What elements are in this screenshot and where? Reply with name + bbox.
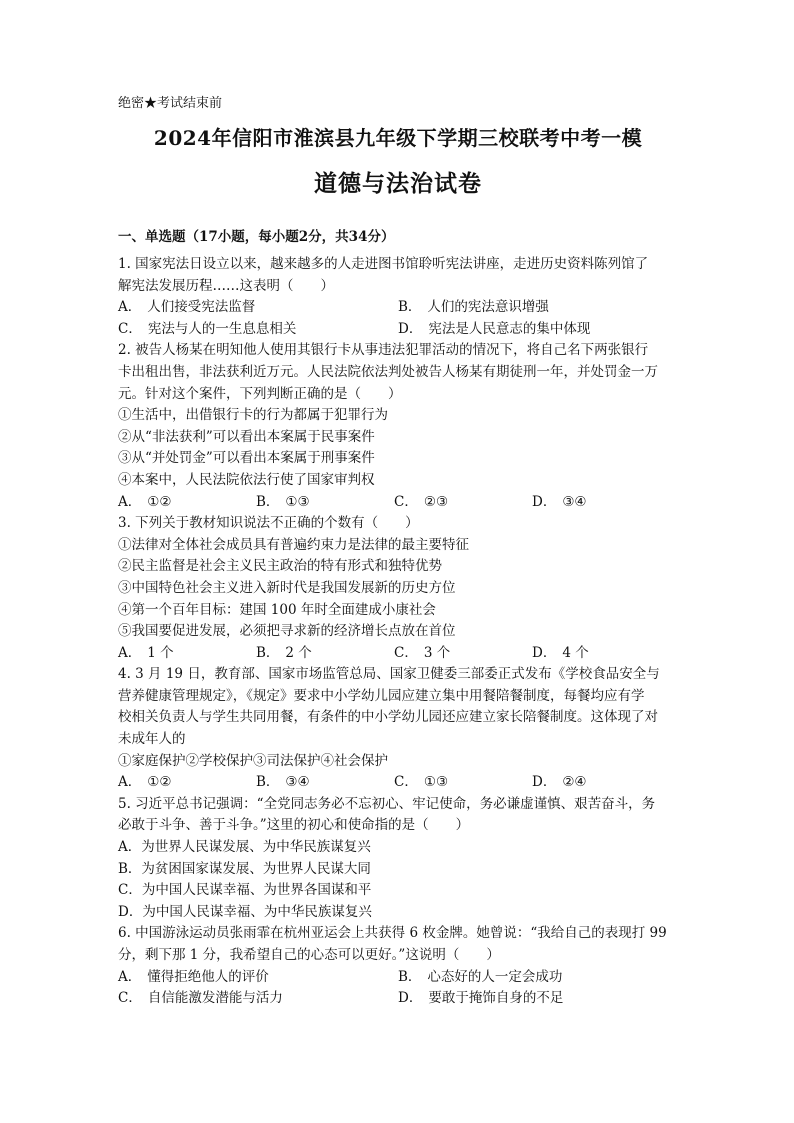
answer-option <box>256 643 394 665</box>
option-letter: A． <box>118 968 142 985</box>
answer-option <box>398 988 678 1010</box>
question-text-line: 必敢于斗争、善于斗争。”这里的初心和使命指的是（ ） <box>118 817 470 834</box>
option-letter: B． <box>398 299 422 316</box>
answer-option <box>118 772 256 794</box>
question-text-line: B．为贫困国家谋发展、为世界人民谋大同 <box>118 860 371 877</box>
option-text: ②④ <box>562 774 587 791</box>
option-text: ②③ <box>423 493 449 510</box>
section-heading: 一、单选题（17小题，每小题2分，共34分） <box>118 229 395 245</box>
answer-option <box>532 643 670 665</box>
question-text-line: A．为世界人民谋发展、为中华民族谋复兴 <box>118 839 371 856</box>
option-text: 1 个 <box>147 644 174 661</box>
option-letter: C． <box>394 774 418 791</box>
option-text: ③④ <box>562 493 587 510</box>
question-text-line: 1. 国家宪法日设立以来，越来越多的人走进图书馆聆听宪法讲座，走进历史资料陈列馆了 <box>118 256 649 272</box>
question-5 <box>118 794 678 924</box>
answer-option <box>256 772 394 794</box>
question-text-line: 营养健康管理规定》，《规定》要求中小学幼儿园应建立集中用餐陪餐制度，每餐均应有学 <box>118 687 645 704</box>
option-letter: A． <box>118 774 142 791</box>
question-text-line: 未成年人的 <box>118 731 186 748</box>
option-letter: B． <box>256 774 280 791</box>
option-letter: D． <box>532 493 557 510</box>
question-list <box>118 254 678 1010</box>
answer-option <box>118 319 398 341</box>
answer-option <box>118 643 256 665</box>
question-text-line: 2. 被告人杨某在明知他人使用其银行卡从事违法犯罪活动的情况下，将自己名下两张银行 <box>118 342 649 359</box>
exam-title: 2024年信阳市淮滨县九年级下学期三校联考中考一模 <box>153 126 643 150</box>
answer-option <box>398 319 678 341</box>
question-text-line: ③中国特色社会主义进入新时代是我国发展新的历史方位 <box>118 579 456 596</box>
options-row <box>118 772 678 794</box>
options-row <box>118 297 678 319</box>
question-text-line: 6. 中国游泳运动员张雨霏在杭州亚运会上共获得 6 枚金牌。她曾说：“我给自己的表现打 99 <box>118 925 667 942</box>
option-text: 要敢于掩饰自身的不足 <box>428 990 564 1007</box>
options-row <box>118 967 678 989</box>
question-text-line: ①家庭保护②学校保护③司法保护④社会保护 <box>118 752 388 769</box>
question-text-line: 5. 习近平总书记强调：“全党同志务必不忘初心、牢记使命，务必谦虚谨慎、艰苦奋斗，务 <box>118 795 656 812</box>
option-letter: C． <box>118 990 142 1007</box>
answer-option <box>398 967 678 989</box>
option-letter: D． <box>532 774 557 791</box>
option-letter: C． <box>394 493 418 510</box>
options-row <box>118 988 678 1010</box>
option-text: 心态好的人一定会成功 <box>427 968 563 985</box>
question-text-line: ②民主监督是社会主义民主政治的特有形式和独特优势 <box>118 558 442 575</box>
answer-option <box>118 967 398 989</box>
question-text-line: 解宪法发展历程……这表明（ ） <box>118 277 334 294</box>
secret-label: 绝密★考试结束前 <box>118 96 223 111</box>
option-text: 人们的宪法意识增强 <box>427 299 549 316</box>
question-text-line: 校相关负责人与学生共同用餐，有条件的中小学幼儿园还应建立家长陪餐制度。这体现了对 <box>118 709 658 726</box>
question-text-line: ⑤我国要促进发展，必须把寻求新的经济增长点放在首位 <box>118 623 456 640</box>
option-letter: D． <box>398 320 423 337</box>
question-text-line: 4. 3 月 19 日，教育部、国家市场监管总局、国家卫健委三部委正式发布《学校食品安全与 <box>118 666 660 683</box>
answer-option <box>532 492 670 514</box>
question-text-line: ④本案中，人民法院依法行使了国家审判权 <box>118 471 375 488</box>
exam-page <box>118 96 678 1010</box>
option-letter: C． <box>118 320 142 337</box>
option-text: 宪法是人民意志的集中体现 <box>428 320 591 337</box>
answer-option <box>394 492 532 514</box>
option-text: 人们接受宪法监督 <box>147 299 256 316</box>
option-text: ①③ <box>423 774 449 791</box>
options-row <box>118 319 678 341</box>
option-text: 2 个 <box>285 644 312 661</box>
question-text-line: D．为中国人民谋幸福、为中华民族谋复兴 <box>118 903 372 920</box>
question-text-line: C．为中国人民谋幸福、为世界各国谋和平 <box>118 882 372 899</box>
option-letter: B． <box>256 644 280 661</box>
answer-option <box>118 492 256 514</box>
question-4 <box>118 664 678 794</box>
answer-option <box>118 988 398 1010</box>
option-letter: D． <box>532 644 557 661</box>
option-letter: A． <box>118 493 142 510</box>
question-2 <box>118 340 678 513</box>
option-text: 宪法与人的一生息息相关 <box>147 320 297 337</box>
answer-option <box>118 297 398 319</box>
question-text-line: 3. 下列关于教材知识说法不正确的个数有（ ） <box>118 515 419 532</box>
answer-option <box>256 492 394 514</box>
option-text: 自信能激发潜能与活力 <box>147 990 283 1007</box>
answer-option <box>394 643 532 665</box>
options-row <box>118 643 678 665</box>
question-text-line: ①生活中，出借银行卡的行为都属于犯罪行为 <box>118 407 388 424</box>
option-letter: A． <box>118 299 142 316</box>
question-text-line: 卡出租出售，非法获利近万元。人民法院依法判处被告人杨某有期徒刑一年，并处罚金一万 <box>118 363 658 380</box>
question-text-line: ③从“并处罚金”可以看出本案属于刑事案件 <box>118 450 375 467</box>
question-1 <box>118 254 678 340</box>
question-text-line: 元。针对这个案件，下列判断正确的是（ ） <box>118 385 402 402</box>
answer-option <box>398 297 678 319</box>
option-letter: D． <box>398 990 423 1007</box>
option-text: 3 个 <box>423 644 451 661</box>
option-letter: B． <box>398 968 422 985</box>
exam-subtitle: 道德与法治试卷 <box>314 170 482 197</box>
option-letter: C． <box>394 644 418 661</box>
option-text: ①③ <box>285 493 310 510</box>
answer-option <box>532 772 670 794</box>
question-text-line: ④第一个百年目标：建国 100 年时全面建成小康社会 <box>118 601 436 618</box>
options-row <box>118 492 678 514</box>
option-letter: A． <box>118 644 142 661</box>
option-text: 4 个 <box>562 644 589 661</box>
question-text-line: 分，剩下那 1 分，我希望自己的心态可以更好。”这说明（ ） <box>118 947 500 963</box>
option-text: 懂得拒绝他人的评价 <box>147 968 269 985</box>
question-text-line: ②从“非法获利”可以看出本案属于民事案件 <box>118 428 375 445</box>
option-text: ①② <box>147 493 172 510</box>
question-3 <box>118 513 678 664</box>
question-text-line: ①法律对全体社会成员具有普遍约束力是法律的最主要特征 <box>118 536 469 553</box>
answer-option <box>394 772 532 794</box>
question-6 <box>118 923 678 1009</box>
option-text: ①② <box>147 774 172 791</box>
option-letter: B． <box>256 493 280 510</box>
option-text: ③④ <box>285 774 310 791</box>
